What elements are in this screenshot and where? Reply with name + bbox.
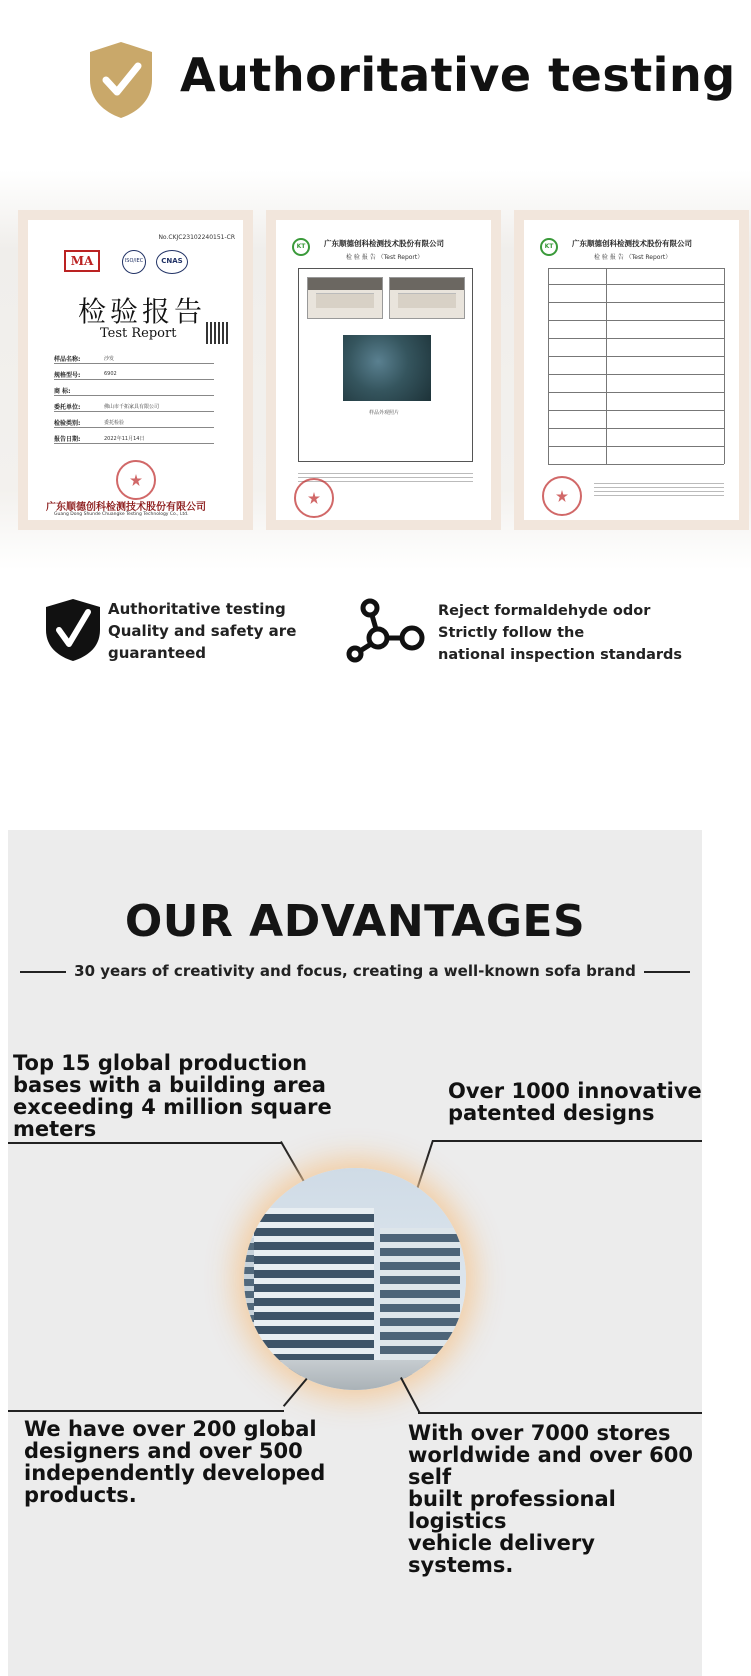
field-value: 佛山市千拓家具有限公司 (104, 404, 160, 410)
advantages-section (8, 830, 702, 1676)
report-title-cn: 检验报告 (78, 295, 207, 328)
table-line (548, 284, 724, 285)
table-line (548, 268, 724, 269)
cnas-logo: CNAS (156, 250, 188, 274)
company-name-en: Guang Dong Shunde Chuangke Testing Technology Co., Ltd. (54, 512, 189, 517)
field-label: 规格型号: (54, 372, 81, 379)
table-line (548, 302, 724, 303)
field-underline (54, 411, 214, 412)
kt-logo: KT (292, 238, 310, 256)
molecule-icon (346, 598, 426, 664)
report-text-lines (594, 480, 724, 498)
check-shield-icon (44, 598, 102, 662)
advantage-designers: We have over 200 global designers and over 500 independently developed products. (24, 1417, 326, 1507)
field-underline (54, 427, 214, 428)
office-building-photo (244, 1168, 466, 1390)
lab-title-cn: 广东顺德创科检测技术股份有限公司 (572, 239, 692, 248)
sofa-photo (389, 277, 465, 319)
certificate-test-report-cover (18, 210, 253, 530)
building-block (380, 1228, 460, 1378)
table-line (548, 374, 724, 375)
table-line (548, 320, 724, 321)
advantages-subtitle: 30 years of creativity and focus, creating a well-known sofa brand (8, 962, 702, 980)
lab-title-cn: 广东顺德创科检测技术股份有限公司 (324, 239, 444, 248)
field-value: 委托检验 (104, 420, 125, 426)
field-label: 报告日期: (54, 436, 81, 443)
feature-text-testing: Authoritative testing Quality and safety are guaranteed (108, 600, 297, 662)
testing-header (0, 0, 751, 170)
report-number: No.CKJC23102240151-CR (158, 234, 235, 241)
qr-code (206, 322, 228, 344)
advantage-stores: With over 7000 stores worldwide and over 600 self built professional logistics vehicle delivery systems. (408, 1421, 693, 1577)
table-line (548, 338, 724, 339)
field-underline (54, 363, 214, 364)
microscope-photo (343, 335, 431, 401)
field-value: 沙发 (104, 356, 115, 362)
field-label: 检验类别: (54, 420, 81, 427)
sofa-photo (307, 277, 383, 319)
field-underline (54, 443, 214, 444)
field-label: 样品名称: (54, 356, 81, 363)
report-label: 检 验 报 告 （Test Report） (594, 254, 672, 261)
certificate-photo-page (266, 210, 501, 530)
field-underline (54, 379, 214, 380)
building-block (254, 1208, 374, 1378)
page-title: Authoritative testing (180, 48, 736, 102)
table-line (548, 356, 724, 357)
field-value: 2022年11月14日 (104, 436, 145, 442)
advantages-title: OUR ADVANTAGES (124, 896, 586, 947)
callout-line (8, 1142, 282, 1144)
cma-logo: MA (64, 250, 100, 272)
field-label: 委托单位: (54, 404, 81, 411)
callout-line (8, 1410, 284, 1412)
field-underline (54, 395, 214, 396)
divider (644, 971, 690, 973)
ilac-logo: ISO/IEC (122, 250, 146, 274)
check-shield-icon (86, 40, 156, 120)
advantage-patents: Over 1000 innovative patented designs (448, 1079, 702, 1125)
callout-line (418, 1412, 702, 1414)
table-line (548, 410, 724, 411)
report-title-en: Test Report (100, 326, 177, 341)
photo-frame (298, 268, 473, 462)
field-value: 6902 (104, 371, 117, 377)
table-line (606, 268, 607, 464)
callout-line (417, 1140, 434, 1188)
certificates-section (0, 170, 751, 570)
field-label: 商 标: (54, 388, 71, 395)
red-seal-stamp (294, 478, 334, 518)
company-name-cn: 广东顺德创科检测技术股份有限公司 (46, 502, 206, 513)
certificate-results-page (514, 210, 749, 530)
table-line (548, 268, 549, 464)
red-seal-stamp (542, 476, 582, 516)
callout-line (432, 1140, 702, 1142)
table-line (548, 464, 724, 465)
report-label: 检 验 报 告 （Test Report） (346, 254, 424, 261)
table-line (548, 428, 724, 429)
photo-caption: 样品外观照片 (369, 410, 400, 416)
red-seal-stamp (116, 460, 156, 500)
kt-logo: KT (540, 238, 558, 256)
feature-text-formaldehyde: Reject formaldehyde odor Strictly follow the national inspection standards (438, 603, 683, 663)
divider (20, 971, 66, 973)
table-line (548, 392, 724, 393)
table-line (724, 268, 725, 464)
ground (244, 1360, 466, 1390)
table-line (548, 446, 724, 447)
features-row (0, 590, 751, 690)
advantage-production-bases: Top 15 global production bases with a building area exceeding 4 million square meters (13, 1051, 332, 1141)
